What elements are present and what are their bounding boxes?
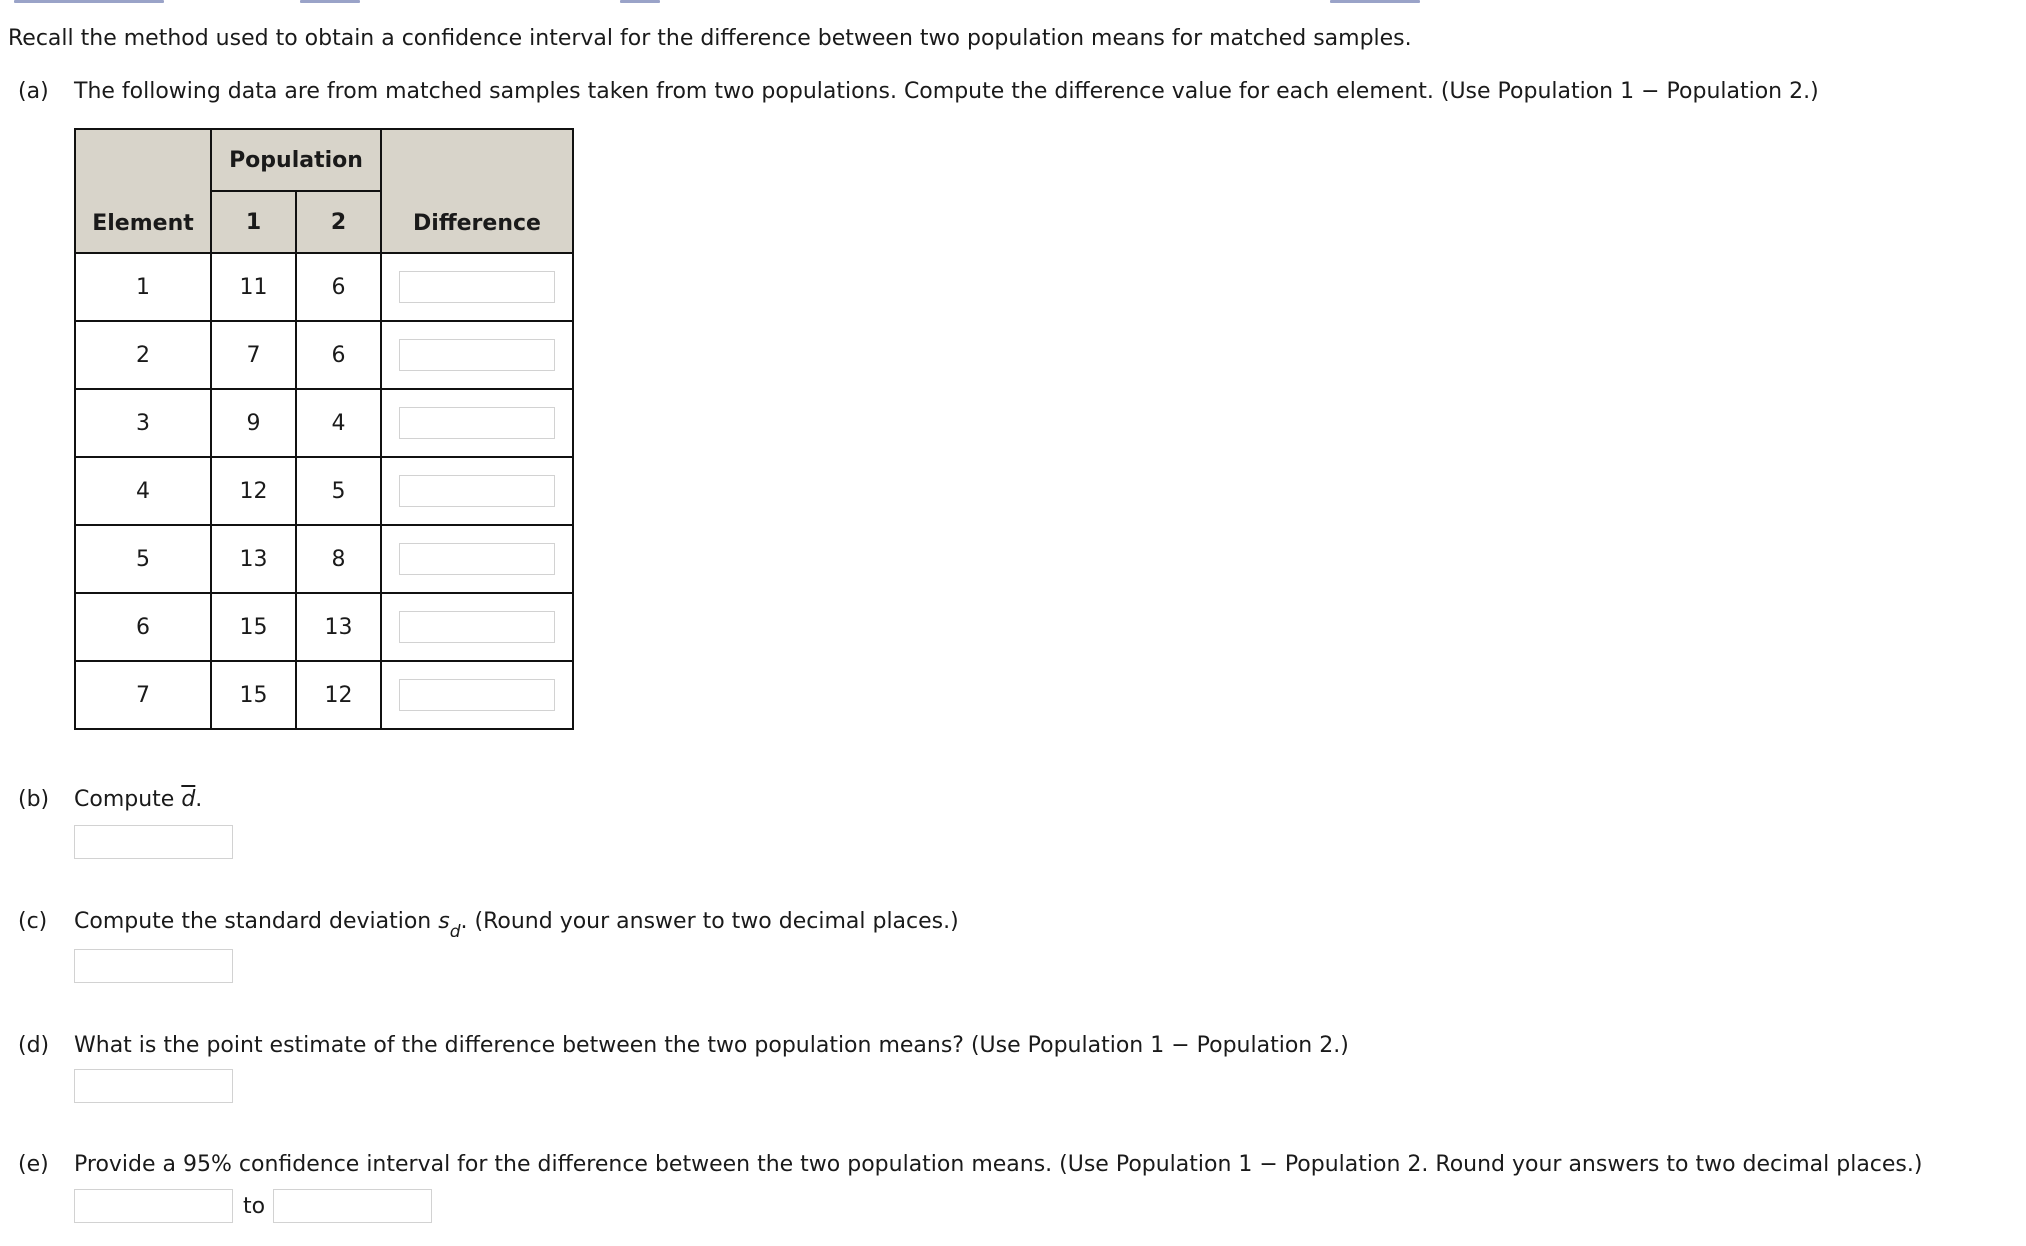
element-cell: 4: [75, 457, 211, 525]
difference-input-3[interactable]: [399, 407, 555, 439]
difference-cell: [381, 389, 573, 457]
ci-upper-input[interactable]: [273, 1189, 432, 1223]
part-a-question: The following data are from matched samples taken from two populations. Compute the difference value for each element. (Use Population 1 − Population 2.): [74, 79, 1819, 104]
population-1-cell: 7: [211, 321, 296, 389]
sd-symbol: [438, 909, 461, 943]
difference-input-4[interactable]: [399, 475, 555, 507]
population-1-cell: 13: [211, 525, 296, 593]
population-1-cell: 9: [211, 389, 296, 457]
header-population-2: 2: [296, 191, 381, 253]
part-e-question: Provide a 95% confidence interval for the difference between the two population means. (Use Population 1 − Population 2. Round your answers to two decimal places.): [74, 1152, 1923, 1177]
part-d-label: (d): [18, 1033, 50, 1058]
sd-symbol-letter: s: [438, 909, 450, 934]
difference-input-2[interactable]: [399, 339, 555, 371]
header-element: Element: [75, 129, 211, 253]
element-cell: 1: [75, 253, 211, 321]
population-1-cell: 11: [211, 253, 296, 321]
part-e-label: (e): [18, 1152, 49, 1177]
population-1-cell: 15: [211, 661, 296, 729]
part-c-question: [74, 909, 959, 943]
element-cell: 3: [75, 389, 211, 457]
part-c-text-suffix: . (Round your answer to two decimal places.): [460, 909, 959, 934]
part-d-question: What is the point estimate of the difference between the two population means? (Use Population 1 − Population 2.): [74, 1033, 1349, 1058]
table-row: [75, 661, 573, 729]
element-cell: 2: [75, 321, 211, 389]
difference-cell: [381, 457, 573, 525]
element-cell: 5: [75, 525, 211, 593]
header-population-group: Population: [211, 129, 381, 191]
difference-cell: [381, 525, 573, 593]
clipped-previous-text-strip: [0, 0, 2026, 6]
difference-input-6[interactable]: [399, 611, 555, 643]
matched-samples-table: [74, 128, 574, 730]
difference-input-1[interactable]: [399, 271, 555, 303]
population-1-cell: 15: [211, 593, 296, 661]
population-2-cell: 6: [296, 321, 381, 389]
difference-cell: [381, 321, 573, 389]
point-estimate-input[interactable]: [74, 1069, 233, 1103]
table-row: [75, 593, 573, 661]
table-row: [75, 321, 573, 389]
sd-symbol-subscript: d: [449, 922, 461, 943]
part-c-label: (c): [18, 909, 48, 934]
difference-input-5[interactable]: [399, 543, 555, 575]
header-population-1: 1: [211, 191, 296, 253]
part-b-label: (b): [18, 787, 50, 812]
difference-cell: [381, 661, 573, 729]
population-1-cell: 12: [211, 457, 296, 525]
table-row: [75, 389, 573, 457]
element-cell: 6: [75, 593, 211, 661]
table-row: [75, 253, 573, 321]
intro-text: Recall the method used to obtain a confidence interval for the difference between two population means for matched samples.: [8, 26, 1412, 51]
difference-cell: [381, 593, 573, 661]
d-bar-input[interactable]: [74, 825, 233, 859]
ci-lower-input[interactable]: [74, 1189, 233, 1223]
part-b-question: [74, 787, 202, 812]
population-2-cell: 8: [296, 525, 381, 593]
table-row: [75, 525, 573, 593]
population-2-cell: 6: [296, 253, 381, 321]
population-2-cell: 12: [296, 661, 381, 729]
part-a-label: (a): [18, 79, 49, 104]
population-2-cell: 13: [296, 593, 381, 661]
ci-to-label: to: [243, 1194, 266, 1219]
element-cell: 7: [75, 661, 211, 729]
difference-cell: [381, 253, 573, 321]
header-difference: Difference: [381, 129, 573, 253]
table-header-row-1: [75, 129, 573, 191]
part-b-text-prefix: Compute: [74, 787, 182, 812]
sd-input[interactable]: [74, 949, 233, 983]
part-b-text-suffix: .: [195, 787, 203, 812]
population-2-cell: 5: [296, 457, 381, 525]
part-c-text-prefix: Compute the standard deviation: [74, 909, 439, 934]
difference-input-7[interactable]: [399, 679, 555, 711]
table-row: [75, 457, 573, 525]
population-2-cell: 4: [296, 389, 381, 457]
d-bar-symbol: $\overline{d}$: [181, 787, 196, 812]
